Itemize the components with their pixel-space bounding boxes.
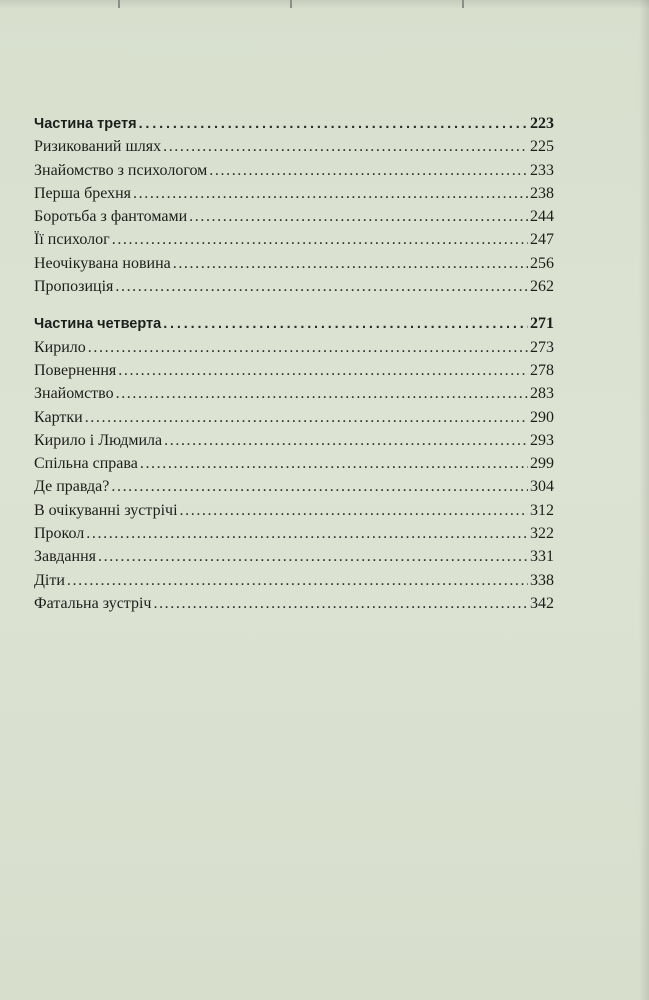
toc-entry (34, 545, 554, 568)
toc-entry-title: Фатальна зустріч (34, 594, 152, 612)
dot-leader (111, 475, 528, 498)
dot-leader (112, 228, 528, 251)
toc-entry-page: 304 (530, 478, 554, 496)
toc-entry-title: В очікуванні зустрічі (34, 501, 178, 519)
toc-heading (34, 112, 554, 135)
toc-entry-title: Ризикований шлях (34, 138, 162, 156)
dot-leader (209, 159, 528, 182)
toc-entry-page: 278 (530, 361, 554, 379)
toc-entry-page: 238 (530, 184, 554, 202)
dot-leader (86, 522, 528, 545)
dot-leader (118, 359, 528, 382)
toc-heading-page: 271 (530, 315, 554, 333)
toc-entry-page: 331 (530, 548, 554, 566)
toc-entry-page: 247 (530, 231, 554, 249)
dot-leader (116, 382, 528, 405)
toc-entry-title: Її психолог (34, 231, 110, 249)
toc-heading-title: Частина четверта (34, 316, 162, 333)
dot-leader (189, 205, 528, 228)
toc-entry (34, 569, 554, 592)
page-top-edge (0, 0, 649, 8)
toc-entry-title: Кирило і Людмила (34, 431, 163, 449)
dot-leader (133, 182, 528, 205)
dot-leader (173, 252, 528, 275)
table-of-contents (34, 112, 554, 615)
dot-leader (88, 336, 528, 359)
toc-entry-page: 342 (530, 594, 554, 612)
toc-entry (34, 228, 554, 251)
toc-entry-page: 262 (530, 278, 554, 296)
toc-entry (34, 592, 554, 615)
toc-entry-title: Картки (34, 408, 83, 426)
toc-entry-title: Неочікувана новина (34, 254, 171, 272)
toc-entry (34, 359, 554, 382)
toc-heading-page: 223 (530, 115, 554, 132)
dot-leader (98, 545, 528, 568)
top-edge-mark (118, 0, 120, 8)
toc-entry (34, 475, 554, 498)
toc-entry-title: Пропозиція (34, 278, 114, 296)
toc-entry (34, 406, 554, 429)
dot-leader (67, 569, 528, 592)
toc-entry-page: 273 (530, 338, 554, 356)
dot-leader (164, 429, 528, 452)
toc-section-part-three (34, 112, 554, 298)
toc-heading-title: Частина третя (34, 116, 137, 132)
toc-entry-title: Завдання (34, 548, 96, 566)
toc-entry (34, 135, 554, 158)
toc-entry-title: Знайомство з психологом (34, 161, 208, 179)
toc-entry-title: Спільна справа (34, 455, 138, 473)
toc-entry-title: Боротьба з фантомами (34, 208, 188, 226)
toc-entry-page: 299 (530, 455, 554, 473)
toc-entry-title: Де правда? (34, 478, 110, 496)
toc-entry (34, 452, 554, 475)
toc-entry-title: Знайомство (34, 385, 114, 403)
toc-entry-page: 338 (530, 571, 554, 589)
toc-entry (34, 182, 554, 205)
dot-leader (85, 406, 528, 429)
toc-entry (34, 205, 554, 228)
toc-entry-page: 322 (530, 525, 554, 543)
toc-entry-title: Повернення (34, 361, 117, 379)
toc-heading (34, 312, 554, 335)
dot-leader (115, 275, 528, 298)
toc-entry (34, 522, 554, 545)
toc-entry-title: Перша брехня (34, 184, 132, 202)
toc-entry-title: Діти (34, 571, 65, 589)
top-edge-mark (290, 0, 292, 8)
toc-entry-title: Кирило (34, 338, 86, 356)
toc-entry-page: 225 (530, 138, 554, 156)
toc-entry-page: 290 (530, 408, 554, 426)
toc-entry (34, 275, 554, 298)
dot-leader (163, 135, 528, 158)
dot-leader (163, 313, 528, 336)
dot-leader (180, 499, 528, 522)
toc-section-part-four (34, 312, 554, 615)
dot-leader (140, 452, 528, 475)
top-edge-mark (462, 0, 464, 8)
toc-entry-page: 312 (530, 501, 554, 519)
toc-entry-page: 244 (530, 208, 554, 226)
toc-entry (34, 159, 554, 182)
page-edge-shadow (639, 0, 649, 1000)
toc-entry (34, 429, 554, 452)
dot-leader (139, 113, 528, 136)
toc-entry-page: 293 (530, 431, 554, 449)
toc-entry-page: 256 (530, 254, 554, 272)
dot-leader (153, 592, 528, 615)
toc-entry-page: 233 (530, 161, 554, 179)
toc-entry (34, 382, 554, 405)
toc-entry (34, 252, 554, 275)
toc-entry-title: Прокол (34, 525, 85, 543)
toc-entry (34, 499, 554, 522)
toc-entry-page: 283 (530, 385, 554, 403)
toc-entry (34, 336, 554, 359)
